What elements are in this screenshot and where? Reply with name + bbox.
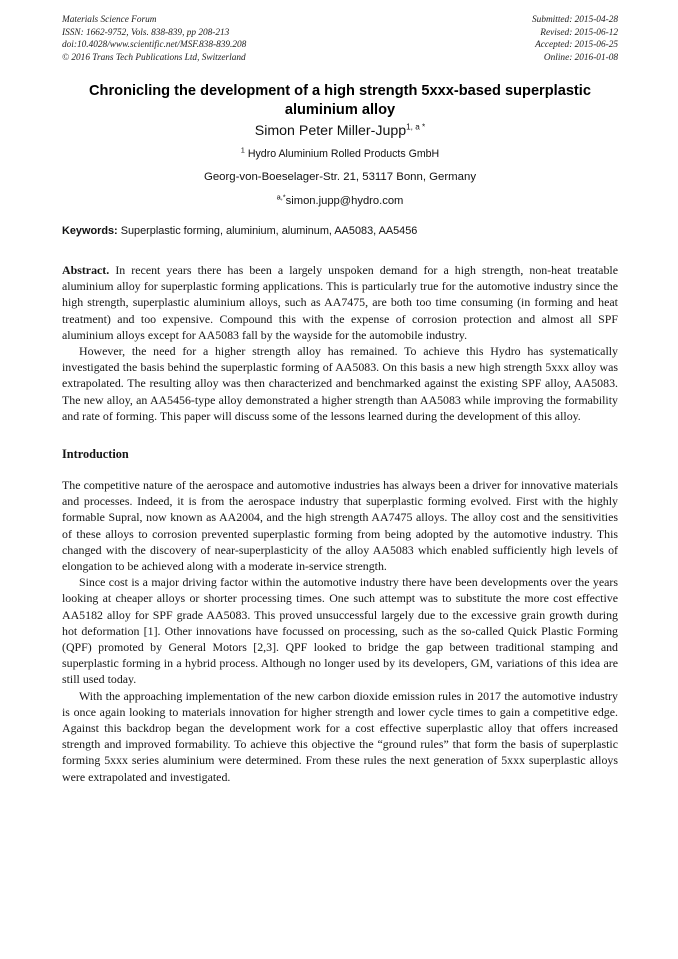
author-name: Simon Peter Miller-Jupp [254,123,407,139]
journal-issn-volume: ISSN: 1662-9752, Vols. 838-839, pp 208-213 [62,27,230,38]
journal-name: Materials Science Forum [62,15,157,25]
affiliation-institution-line [62,147,618,162]
keywords-line [62,224,618,239]
introduction-paragraph-2: Since cost is a major driving factor within the automotive industry there have been developments over the years looking at cheaper alloys or shorter processing times. One such attempt was to substitute the more cost effective AA5182 alloy for SPF grade AA5083. This proved unsuccessful largely due to the excessive grain growth during hot deformation [1]. Other innovations have focussed on processing, such as the so-called Quick Plastic Forming (QPF) promoted by General Motors [2,3]. QPF looked to bridge the gap between traditional stamping and superplastic forming in a hybrid process. Although no longer used by its developers, GM, variations of this idea are still used today. [62,575,618,687]
author-line [62,122,618,140]
journal-header-right [532,14,618,64]
abstract-label: Abstract. [62,263,110,277]
corresponding-email: simon.jupp@hydro.com [285,195,404,207]
corresponding-email-line [62,194,618,209]
keywords-value: Superplastic forming, aluminium, aluminum, AA5083, AA5456 [120,225,418,237]
body-column [62,262,618,785]
paper-title: Chronicling the development of a high strength 5xxx-based superplastic aluminium alloy [89,83,591,118]
affiliation-address: Georg-von-Boeselager-Str. 21, 53117 Bonn, Germany [203,171,477,183]
abstract-paragraph-2: However, the need for a higher strength alloy has remained. To achieve this Hydro has systematically investigated the basis behind the superplastic forming of AA5083. On this basis a new high strength 5xxx alloy was extrapolated. The resulting alloy was then characterized and benchmarked against the existing SPF alloy, AA5083. The new alloy, an AA5456-type alloy demonstrated a higher strength than AA5083 while improving the formability and rate of forming. This paper will discuss some of the lessons learned during the development of this alloy. [62,344,618,423]
affiliation-mark: 1 [240,145,245,155]
journal-doi: doi:10.4028/www.scientific.net/MSF.838-839.208 [62,40,247,51]
section-heading-introduction: Introduction [62,447,129,462]
author-affiliation-marks: 1, a * [406,122,426,132]
keywords-label: Keywords: [62,225,118,237]
date-accepted: Accepted: 2015-06-25 [535,40,618,51]
date-revised: Revised: 2015-06-12 [540,27,618,38]
email-mark: a,* [276,192,286,202]
date-submitted: Submitted: 2015-04-28 [532,15,618,25]
spacer-before-introduction [62,424,618,446]
spacer-after-introduction-heading [62,462,618,477]
abstract-paragraph-1 [62,262,618,343]
journal-copyright: © 2016 Trans Tech Publications Ltd, Switzerland [62,52,246,63]
journal-header-left [62,14,246,64]
affiliation-institution: Hydro Aluminium Rolled Products GmbH [247,148,440,160]
abstract-text-1: In recent years there has been a largely unspoken demand for a high strength, non-heat treatable aluminium alloy for superplastic forming applications. This is particularly true for the automotive industry since the high strength, superplastic aluminium alloys, such as AA7475, are both too time consuming (in forming and heat treatment) and too expensive. Compound this with the expense of corrosion protection and almost all SPF aluminium alloys except for AA5083 fall by the wayside for the automobile industry. [62,263,618,342]
introduction-paragraph-3: With the approaching implementation of the new carbon dioxide emission rules in 2017 the automotive industry is once again looking to materials innovation for higher strength and lower cycle times to gain a competitive edge. Against this backdrop began the development work for a cost effective superplastic alloy that offers increased strength and improved formability. To achieve this objective the “ground rules” that form the basis of superplastic forming 5xxx series aluminium were determined. From these rules the next generation of 5xxx superplastic alloys were extrapolated and investigated. [62,688,618,784]
introduction-paragraph-1: The competitive nature of the aerospace and automotive industries has always been a driver for innovative materials and processes. Indeed, it is from the aerospace industry that superplastic forming evolved. First with the highly formable Supral, now known as AA2004, and the high strength AA7475 alloys. The alloy cost and the sensitivities of these alloys to corrosion prevented superplastic forming from being adopted by the automotive industry. This changed with the discovery of near-superplasticity of the alloy AA5083 which enabled sufficiently high levels of elongation to be achieved along with a moderate in-service strength. [62,478,618,574]
date-online: Online: 2016-01-08 [543,52,618,63]
journal-header [62,14,618,64]
